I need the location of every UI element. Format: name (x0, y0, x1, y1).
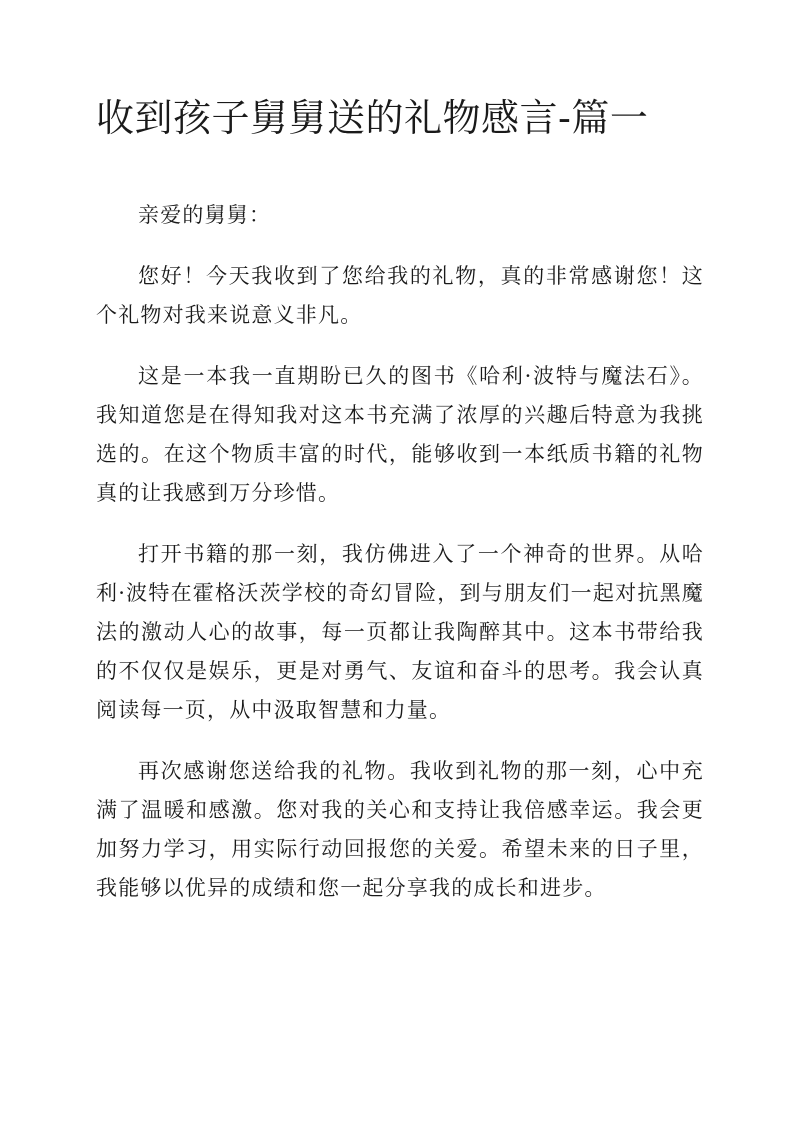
paragraph-4: 再次感谢您送给我的礼物。我收到礼物的那一刻，心中充满了温暖和感激。您对我的关心和支持让我倍感幸运。我会更加努力学习，用实际行动回报您的关爱。希望未来的日子里，我能够以优异的成绩和您一起分享我的成长和进步。 (96, 759, 704, 900)
paragraph-2: 这是一本我一直期盼已久的图书《哈利·波特与魔法石》。我知道您是在得知我对这本书充满了浓厚的兴趣后特意为我挑选的。在这个物质丰富的时代，能够收到一本纸质书籍的礼物真的让我感到万分珍惜。 (96, 364, 704, 505)
greeting-line: 亲爱的舅舅： (138, 203, 272, 227)
paragraph-3: 打开书籍的那一刻，我仿佛进入了一个神奇的世界。从哈利·波特在霍格沃茨学校的奇幻冒险，到与朋友们一起对抗黑魔法的激动人心的故事，每一页都让我陶醉其中。这本书带给我的不仅仅是娱乐，更是对勇气、友谊和奋斗的思考。我会认真阅读每一页，从中汲取智慧和力量。 (96, 542, 704, 722)
document-title: 收到孩子舅舅送的礼物感言-篇一 (96, 96, 649, 140)
document-body (96, 196, 704, 930)
paragraph-1: 您好！今天我收到了您给我的礼物，真的非常感谢您！这个礼物对我来说意义非凡。 (96, 264, 704, 327)
